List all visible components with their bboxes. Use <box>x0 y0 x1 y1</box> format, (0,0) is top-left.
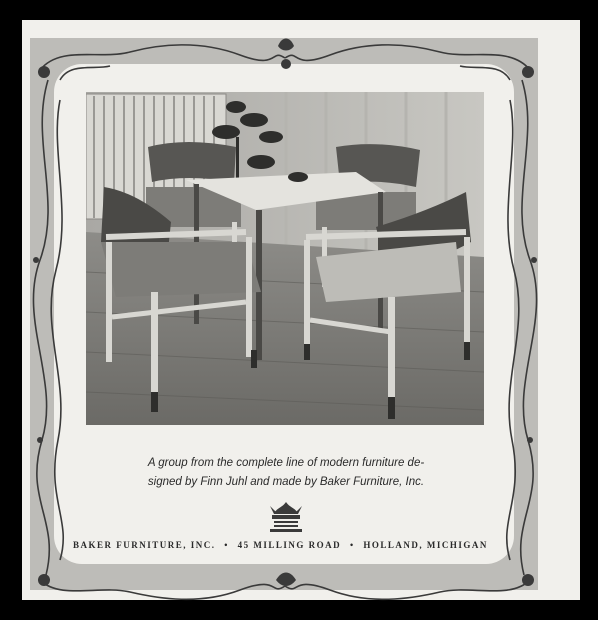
separator-dot: • <box>349 540 355 550</box>
company-name: BAKER FURNITURE, INC. <box>73 540 216 550</box>
street-address: 45 MILLING ROAD <box>237 540 342 550</box>
separator-dot: • <box>224 540 229 550</box>
city-state: HOLLAND, MICHIGAN <box>363 540 488 550</box>
furniture-photograph <box>86 92 484 425</box>
caption-line-2: signed by Finn Juhl and made by Baker Furniture, Inc. <box>147 476 425 488</box>
caption-line-1: A group from the complete line of modern furniture de- <box>147 457 425 469</box>
baker-logo-icon <box>256 500 316 534</box>
photo-caption <box>100 454 472 492</box>
advertiser-address <box>73 540 503 550</box>
